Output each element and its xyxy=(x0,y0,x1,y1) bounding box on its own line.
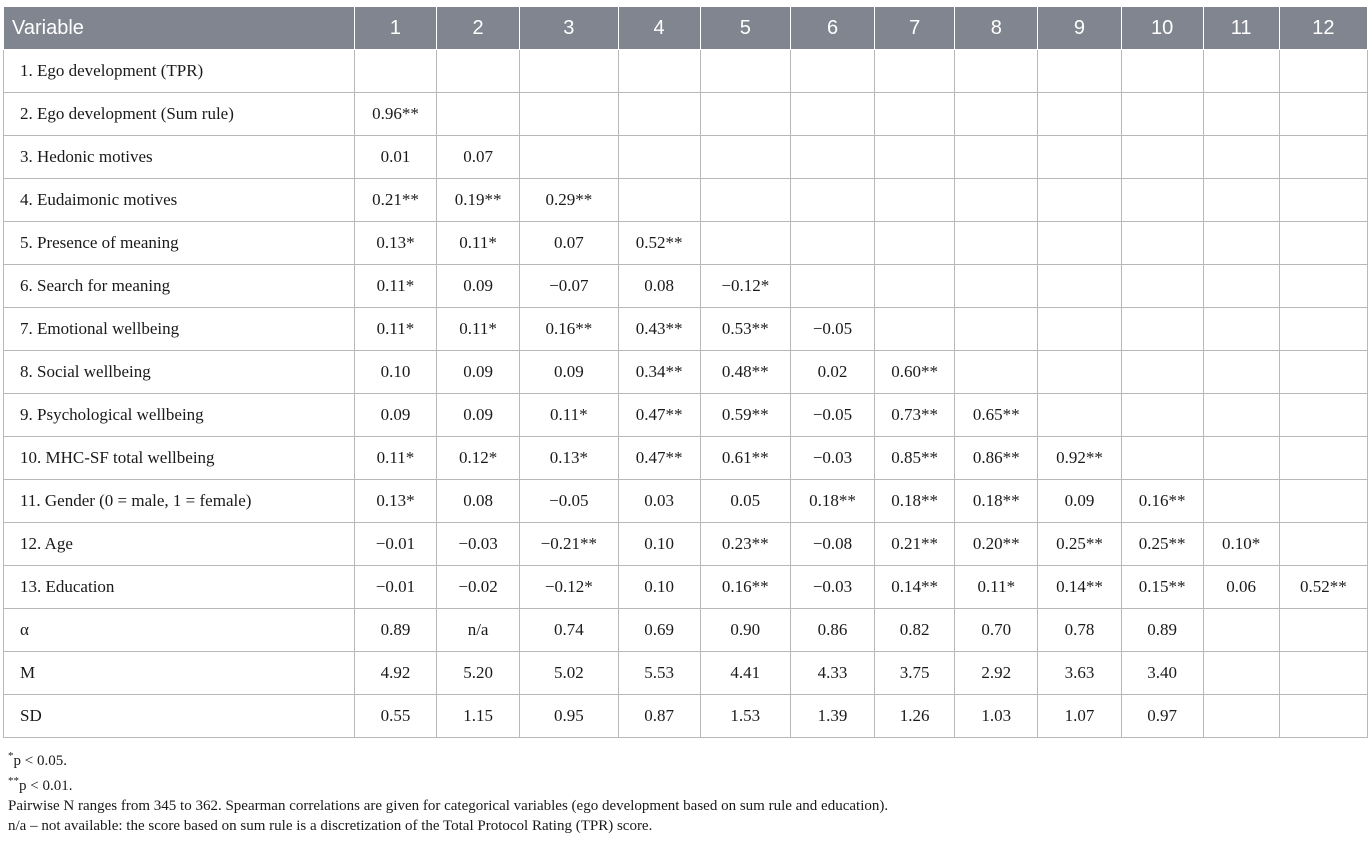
table-cell xyxy=(1038,394,1121,437)
header-col-9: 9 xyxy=(1038,7,1121,50)
table-cell: 0.20** xyxy=(955,523,1038,566)
table-cell xyxy=(955,222,1038,265)
table-cell: 0.03 xyxy=(618,480,700,523)
table-cell xyxy=(1279,265,1367,308)
table-cell xyxy=(1203,437,1279,480)
header-col-11: 11 xyxy=(1203,7,1279,50)
table-header-row xyxy=(4,7,1368,50)
table-cell xyxy=(1121,437,1203,480)
table-cell: −0.07 xyxy=(520,265,618,308)
table-cell xyxy=(1279,93,1367,136)
table-cell: 0.70 xyxy=(955,609,1038,652)
table-cell: −0.03 xyxy=(790,437,874,480)
table-row xyxy=(4,179,1368,222)
table-cell xyxy=(437,93,520,136)
table-cell xyxy=(875,179,955,222)
table-row xyxy=(4,394,1368,437)
table-cell xyxy=(955,308,1038,351)
table-cell: 0.52** xyxy=(1279,566,1367,609)
table-cell: 0.86 xyxy=(790,609,874,652)
table-cell: 5.20 xyxy=(437,652,520,695)
table-cell: 0.09 xyxy=(1038,480,1121,523)
footnote-marker: * xyxy=(8,750,14,762)
table-cell: 5.02 xyxy=(520,652,618,695)
table-cell: 0.55 xyxy=(354,695,436,738)
table-cell xyxy=(700,93,790,136)
row-label: 8. Social wellbeing xyxy=(4,351,355,394)
table-cell: 0.34** xyxy=(618,351,700,394)
table-cell: 0.87 xyxy=(618,695,700,738)
table-row xyxy=(4,50,1368,93)
table-cell xyxy=(520,93,618,136)
table-cell: 0.12* xyxy=(437,437,520,480)
table-cell xyxy=(1279,695,1367,738)
header-col-10: 10 xyxy=(1121,7,1203,50)
table-cell xyxy=(1279,351,1367,394)
table-cell: 0.47** xyxy=(618,394,700,437)
table-cell: 0.13* xyxy=(520,437,618,480)
row-label: 13. Education xyxy=(4,566,355,609)
table-cell: 0.15** xyxy=(1121,566,1203,609)
table-cell xyxy=(875,93,955,136)
table-row xyxy=(4,566,1368,609)
table-cell xyxy=(1121,351,1203,394)
table-cell: −0.03 xyxy=(437,523,520,566)
table-cell xyxy=(1121,222,1203,265)
table-cell xyxy=(1121,308,1203,351)
row-label: 11. Gender (0 = male, 1 = female) xyxy=(4,480,355,523)
table-cell xyxy=(1203,179,1279,222)
row-label: 1. Ego development (TPR) xyxy=(4,50,355,93)
correlation-table-container xyxy=(3,6,1368,836)
table-cell: 0.11* xyxy=(437,308,520,351)
table-cell: 1.26 xyxy=(875,695,955,738)
table-cell: −0.01 xyxy=(354,523,436,566)
table-cell xyxy=(875,265,955,308)
table-row xyxy=(4,351,1368,394)
header-col-5: 5 xyxy=(700,7,790,50)
table-cell: 1.39 xyxy=(790,695,874,738)
table-cell xyxy=(875,222,955,265)
table-row xyxy=(4,265,1368,308)
table-cell: 0.89 xyxy=(354,609,436,652)
table-cell xyxy=(1203,351,1279,394)
table-cell: 0.16** xyxy=(1121,480,1203,523)
table-cell xyxy=(1203,93,1279,136)
table-row xyxy=(4,695,1368,738)
table-cell: 0.05 xyxy=(700,480,790,523)
table-cell xyxy=(790,136,874,179)
table-cell: 1.03 xyxy=(955,695,1038,738)
table-cell xyxy=(1279,437,1367,480)
table-cell: 0.11* xyxy=(520,394,618,437)
header-col-4: 4 xyxy=(618,7,700,50)
table-cell: 0.97 xyxy=(1121,695,1203,738)
table-cell xyxy=(955,351,1038,394)
table-cell: 0.73** xyxy=(875,394,955,437)
correlation-table xyxy=(3,6,1368,738)
row-label: 10. MHC-SF total wellbeing xyxy=(4,437,355,480)
table-cell xyxy=(1121,93,1203,136)
header-col-1: 1 xyxy=(354,7,436,50)
table-cell: n/a xyxy=(437,609,520,652)
table-cell xyxy=(790,93,874,136)
table-notes xyxy=(3,746,1368,836)
table-cell xyxy=(1203,136,1279,179)
table-cell xyxy=(1203,652,1279,695)
table-cell: 0.25** xyxy=(1121,523,1203,566)
header-col-7: 7 xyxy=(875,7,955,50)
table-cell: 0.11* xyxy=(437,222,520,265)
table-cell xyxy=(700,179,790,222)
table-cell xyxy=(1279,523,1367,566)
table-cell xyxy=(955,50,1038,93)
table-cell: 0.60** xyxy=(875,351,955,394)
header-col-6: 6 xyxy=(790,7,874,50)
header-col-3: 3 xyxy=(520,7,618,50)
table-cell: 4.92 xyxy=(354,652,436,695)
table-cell: 0.07 xyxy=(520,222,618,265)
table-cell xyxy=(1121,179,1203,222)
table-cell xyxy=(1121,265,1203,308)
table-cell: 3.63 xyxy=(1038,652,1121,695)
table-cell xyxy=(1279,50,1367,93)
table-cell: 0.61** xyxy=(700,437,790,480)
table-cell: 0.13* xyxy=(354,222,436,265)
table-cell: 3.40 xyxy=(1121,652,1203,695)
table-row xyxy=(4,523,1368,566)
table-cell xyxy=(1038,351,1121,394)
footnote-text: p < 0.01. xyxy=(19,778,73,794)
table-cell: 3.75 xyxy=(875,652,955,695)
header-col-8: 8 xyxy=(955,7,1038,50)
table-cell xyxy=(790,265,874,308)
table-row xyxy=(4,136,1368,179)
table-cell: 0.74 xyxy=(520,609,618,652)
table-cell: 0.10 xyxy=(354,351,436,394)
table-cell: −0.05 xyxy=(790,394,874,437)
row-label: α xyxy=(4,609,355,652)
table-cell xyxy=(618,93,700,136)
table-cell xyxy=(1279,179,1367,222)
table-cell: 0.95 xyxy=(520,695,618,738)
table-cell: −0.05 xyxy=(520,480,618,523)
table-cell xyxy=(1038,50,1121,93)
table-cell xyxy=(1038,93,1121,136)
table-cell: 0.06 xyxy=(1203,566,1279,609)
table-cell xyxy=(1038,222,1121,265)
table-cell xyxy=(1203,308,1279,351)
table-cell xyxy=(955,93,1038,136)
table-cell: −0.03 xyxy=(790,566,874,609)
table-cell: 0.29** xyxy=(520,179,618,222)
table-cell: 0.10 xyxy=(618,523,700,566)
table-cell: 0.89 xyxy=(1121,609,1203,652)
table-cell: 0.11* xyxy=(955,566,1038,609)
table-cell xyxy=(1038,308,1121,351)
table-cell: 0.48** xyxy=(700,351,790,394)
table-cell: 0.01 xyxy=(354,136,436,179)
table-row xyxy=(4,652,1368,695)
table-cell: 0.02 xyxy=(790,351,874,394)
table-row xyxy=(4,308,1368,351)
table-cell xyxy=(1038,179,1121,222)
table-cell: 0.47** xyxy=(618,437,700,480)
table-cell xyxy=(1279,394,1367,437)
table-cell xyxy=(875,308,955,351)
table-cell: 0.78 xyxy=(1038,609,1121,652)
table-cell: −0.12* xyxy=(700,265,790,308)
table-cell xyxy=(955,265,1038,308)
header-col-12: 12 xyxy=(1279,7,1367,50)
table-cell: 0.53** xyxy=(700,308,790,351)
table-cell xyxy=(1121,50,1203,93)
row-label: 5. Presence of meaning xyxy=(4,222,355,265)
row-label: 12. Age xyxy=(4,523,355,566)
table-cell xyxy=(790,50,874,93)
table-cell: 0.18** xyxy=(790,480,874,523)
footnote-na: n/a – not available: the score based on sum rule is a discretization of the Total Protocol Rating (TPR) score. xyxy=(8,818,653,834)
table-row xyxy=(4,437,1368,480)
table-cell: −0.05 xyxy=(790,308,874,351)
table-cell: 0.14** xyxy=(875,566,955,609)
table-cell: 0.11* xyxy=(354,437,436,480)
table-cell: 0.23** xyxy=(700,523,790,566)
table-cell: 0.86** xyxy=(955,437,1038,480)
table-cell xyxy=(1203,265,1279,308)
table-row xyxy=(4,480,1368,523)
table-cell xyxy=(1121,136,1203,179)
table-cell xyxy=(1203,50,1279,93)
table-cell xyxy=(1203,695,1279,738)
row-label: 4. Eudaimonic motives xyxy=(4,179,355,222)
table-cell: 0.09 xyxy=(437,351,520,394)
table-cell: 4.33 xyxy=(790,652,874,695)
table-cell xyxy=(1038,265,1121,308)
table-cell: 0.52** xyxy=(618,222,700,265)
table-cell xyxy=(618,50,700,93)
table-cell: 0.08 xyxy=(618,265,700,308)
table-cell xyxy=(700,136,790,179)
table-cell xyxy=(1203,394,1279,437)
table-cell: 0.14** xyxy=(1038,566,1121,609)
table-cell: 0.09 xyxy=(437,394,520,437)
table-cell: 0.11* xyxy=(354,308,436,351)
table-cell xyxy=(1279,652,1367,695)
table-cell xyxy=(1203,609,1279,652)
table-cell: 0.92** xyxy=(1038,437,1121,480)
row-label: 9. Psychological wellbeing xyxy=(4,394,355,437)
table-cell: 0.65** xyxy=(955,394,1038,437)
table-cell: 0.90 xyxy=(700,609,790,652)
table-cell xyxy=(875,136,955,179)
table-cell: 1.07 xyxy=(1038,695,1121,738)
table-cell: 0.08 xyxy=(437,480,520,523)
table-cell: 0.09 xyxy=(520,351,618,394)
table-cell xyxy=(875,50,955,93)
table-cell: 0.19** xyxy=(437,179,520,222)
table-cell xyxy=(354,50,436,93)
table-cell xyxy=(790,222,874,265)
table-cell xyxy=(1203,222,1279,265)
table-cell xyxy=(1279,480,1367,523)
table-row xyxy=(4,93,1368,136)
table-cell: −0.12* xyxy=(520,566,618,609)
table-cell: 1.53 xyxy=(700,695,790,738)
table-cell xyxy=(437,50,520,93)
table-cell xyxy=(1203,480,1279,523)
table-cell xyxy=(520,50,618,93)
row-label: 3. Hedonic motives xyxy=(4,136,355,179)
table-cell: 0.85** xyxy=(875,437,955,480)
header-variable: Variable xyxy=(4,7,355,50)
table-cell xyxy=(1038,136,1121,179)
table-cell: 0.21** xyxy=(875,523,955,566)
table-cell xyxy=(618,179,700,222)
table-cell xyxy=(955,136,1038,179)
table-cell xyxy=(1121,394,1203,437)
table-cell: 0.10 xyxy=(618,566,700,609)
table-cell: 0.11* xyxy=(354,265,436,308)
table-row xyxy=(4,222,1368,265)
table-cell xyxy=(1279,136,1367,179)
table-cell: 0.96** xyxy=(354,93,436,136)
table-cell xyxy=(700,50,790,93)
table-cell xyxy=(955,179,1038,222)
table-cell: 0.25** xyxy=(1038,523,1121,566)
row-label: 2. Ego development (Sum rule) xyxy=(4,93,355,136)
table-row xyxy=(4,609,1368,652)
table-cell xyxy=(1279,308,1367,351)
table-cell: −0.01 xyxy=(354,566,436,609)
table-cell xyxy=(520,136,618,179)
table-cell: 2.92 xyxy=(955,652,1038,695)
table-cell: 0.16** xyxy=(700,566,790,609)
table-cell: −0.08 xyxy=(790,523,874,566)
row-label: SD xyxy=(4,695,355,738)
table-cell xyxy=(1279,222,1367,265)
table-cell: 1.15 xyxy=(437,695,520,738)
footnote-p001 xyxy=(8,771,1368,796)
footnote-marker: ** xyxy=(8,775,19,787)
table-cell xyxy=(700,222,790,265)
table-cell: 0.82 xyxy=(875,609,955,652)
footnote-text: p < 0.05. xyxy=(13,753,67,769)
table-cell: 0.43** xyxy=(618,308,700,351)
table-cell: −0.02 xyxy=(437,566,520,609)
table-cell: 0.21** xyxy=(354,179,436,222)
table-cell: 0.59** xyxy=(700,394,790,437)
table-cell xyxy=(618,136,700,179)
table-body xyxy=(4,50,1368,738)
table-cell: −0.21** xyxy=(520,523,618,566)
table-cell: 0.13* xyxy=(354,480,436,523)
table-cell: 0.16** xyxy=(520,308,618,351)
header-col-2: 2 xyxy=(437,7,520,50)
footnote-p005 xyxy=(8,746,1368,771)
table-cell: 0.18** xyxy=(955,480,1038,523)
table-cell: 0.10* xyxy=(1203,523,1279,566)
row-label: 6. Search for meaning xyxy=(4,265,355,308)
footnote-pairwise-n: Pairwise N ranges from 345 to 362. Spearman correlations are given for categorical variables (ego development based on sum rule and education). xyxy=(8,798,889,814)
table-cell: 0.07 xyxy=(437,136,520,179)
table-cell: 0.69 xyxy=(618,609,700,652)
table-cell: 0.09 xyxy=(437,265,520,308)
table-cell xyxy=(790,179,874,222)
table-cell: 4.41 xyxy=(700,652,790,695)
table-cell: 0.09 xyxy=(354,394,436,437)
row-label: 7. Emotional wellbeing xyxy=(4,308,355,351)
table-cell xyxy=(1279,609,1367,652)
row-label: M xyxy=(4,652,355,695)
table-cell: 5.53 xyxy=(618,652,700,695)
table-cell: 0.18** xyxy=(875,480,955,523)
